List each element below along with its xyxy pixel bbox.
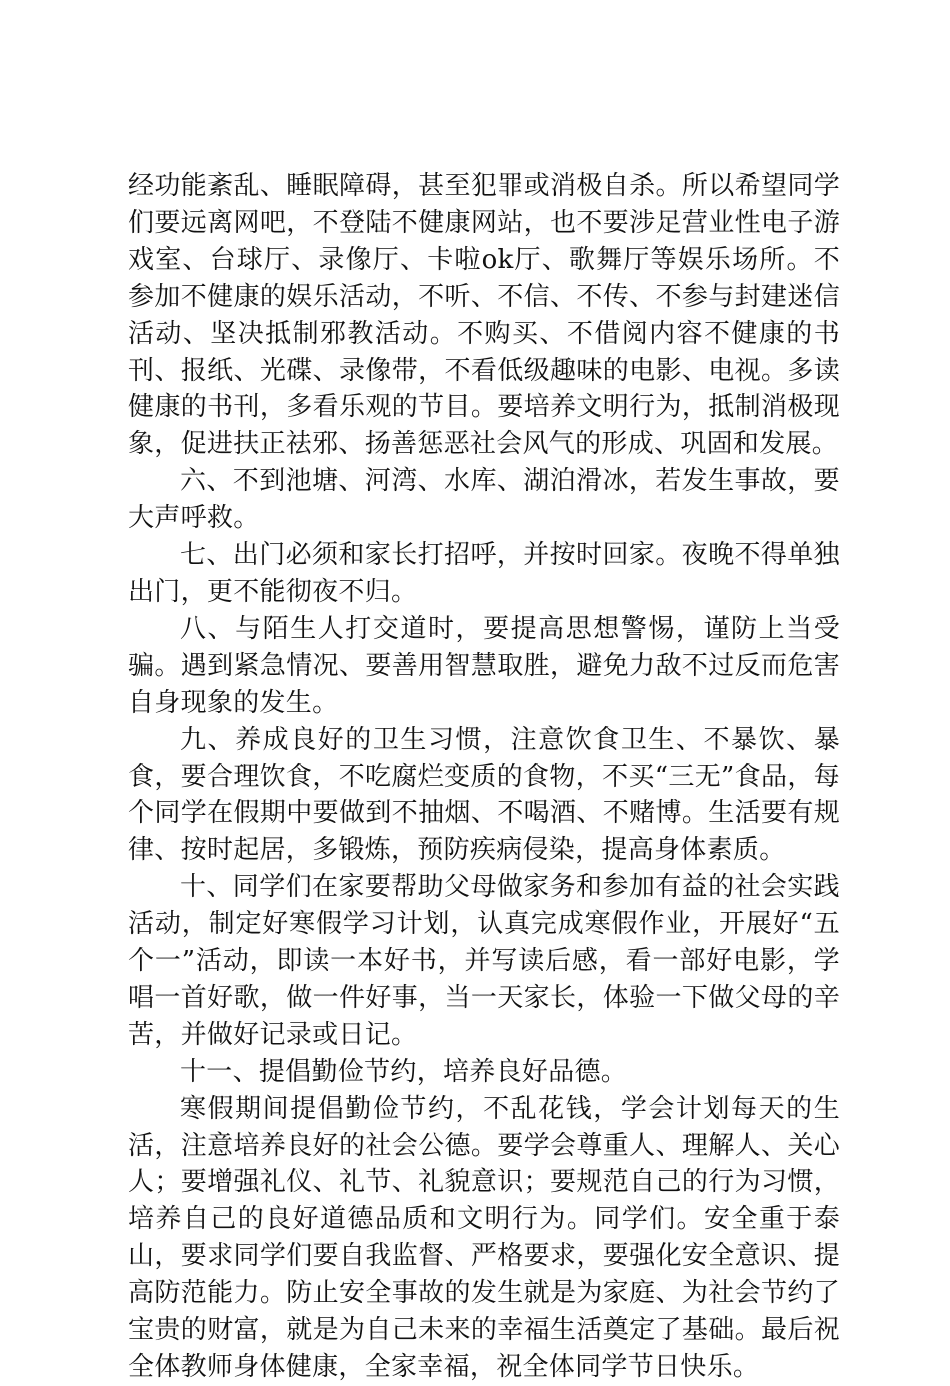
paragraph-11-heading: 十一、提倡勤俭节约，培养良好品德。 bbox=[180, 1056, 628, 1087]
paragraph-6: 六、不到池塘、河湾、水库、湖泊滑冰，若发生事故，要大声呼救。 bbox=[128, 466, 840, 534]
paragraph-8: 八、与陌生人打交道时，要提高思想警惕，谨防上当受骗。遇到紧急情况、要善用智慧取胜，避免力敌不过反而危害自身现象的发生。 bbox=[128, 613, 840, 718]
paragraph-9: 九、养成良好的卫生习惯，注意饮食卫生、不暴饮、暴食，要合理饮食，不吃腐烂变质的食物，不买“三无”食品，每个同学在假期中要做到不抽烟、不喝酒、不赌博。生活要有规律、按时起居，多锻炼，预防疾病侵染，提高身体素质。 bbox=[128, 724, 840, 866]
paragraph-1: 经功能紊乱、睡眠障碍，甚至犯罪或消极自杀。所以希望同学们要远离网吧，不登陆不健康网站，也不要涉足营业性电子游戏室、台球厅、录像厅、卡啦ok厅、歌舞厅等娱乐场所。不参加不健康的娱乐活动，不听、不信、不传、不参与封建迷信活动、坚决抵制邪教活动。不购买、不借阅内容不健康的书刊、报纸、光碟、录像带，不看低级趣味的电影、电视。多读健康的书刊，多看乐观的节目。要培养文明行为，抵制消极现象，促进扶正祛邪、扬善惩恶社会风气的形成、巩固和发展。 bbox=[128, 171, 840, 460]
document-body bbox=[128, 168, 840, 1386]
paragraph-10: 十、同学们在家要帮助父母做家务和参加有益的社会实践活动，制定好寒假学习计划，认真完成寒假作业，开展好“五个一”活动，即读一本好书，并写读后感，看一部好电影，学唱一首好歌，做一件好事，当一天家长，体验一下做父母的辛苦，并做好记录或日记。 bbox=[128, 872, 840, 1050]
paragraph-7: 七、出门必须和家长打招呼，并按时回家。夜晚不得单独出门，更不能彻夜不归。 bbox=[128, 540, 840, 607]
paragraph-closing: 寒假期间提倡勤俭节约，不乱花钱，学会计划每天的生活，注意培养良好的社会公德。要学会尊重人、理解人、关心人；要增强礼仪、礼节、礼貌意识；要规范自己的行为习惯，培养自己的良好道德品质和文明行为。同学们。安全重于泰山，要求同学们要自我监督、严格要求，要强化安全意识、提高防范能力。防止安全事故的发生就是为家庭、为社会节约了宝贵的财富，就是为自己未来的幸福生活奠定了基础。最后祝全体教师身体健康，全家幸福，祝全体同学节日快乐。 bbox=[128, 1093, 840, 1382]
